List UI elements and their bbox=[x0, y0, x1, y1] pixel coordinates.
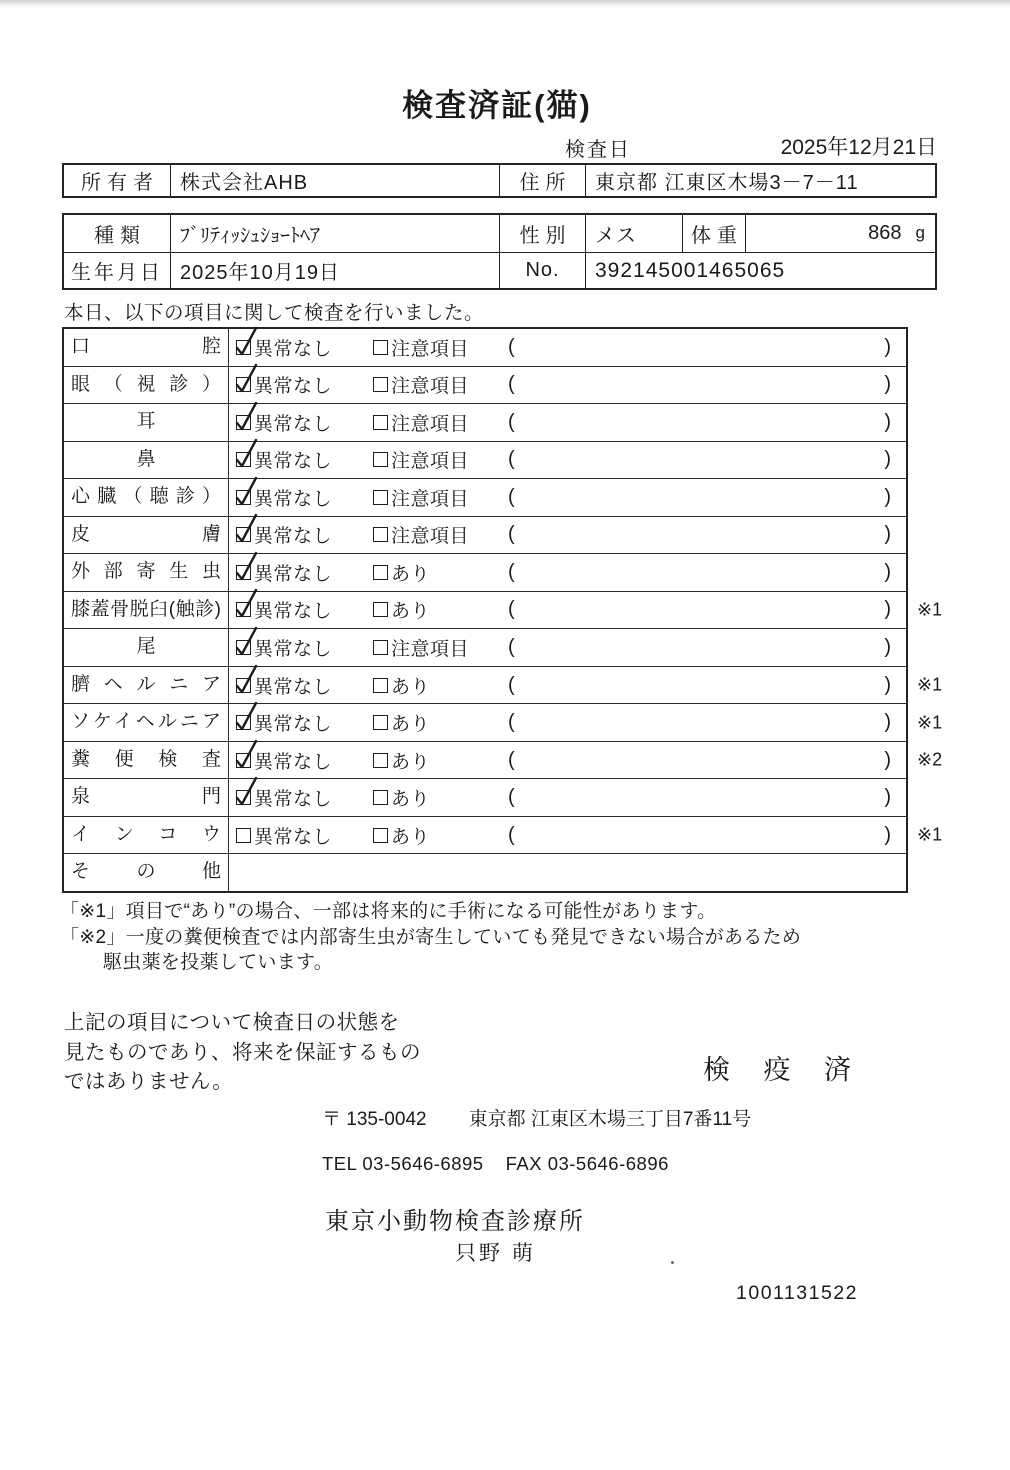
option-no-abnormality bbox=[236, 371, 373, 398]
clinic-fax: FAX 03-5646-6896 bbox=[505, 1153, 669, 1174]
option-no-abnormality bbox=[236, 784, 373, 811]
checkbox-unchecked-icon bbox=[236, 790, 251, 805]
checklist-item-label: 皮膚 bbox=[64, 517, 229, 554]
option-no-abnormality-label: 異常なし bbox=[254, 563, 333, 585]
checkbox-no-abnormality bbox=[236, 790, 251, 805]
option-attention-label: 注意項目 bbox=[391, 488, 470, 510]
remarks-paren-close: ) bbox=[884, 598, 891, 621]
remarks-paren-open: ( bbox=[508, 748, 515, 771]
remarks-paren-open: ( bbox=[508, 410, 515, 433]
option-no-abnormality-label: 異常なし bbox=[254, 526, 333, 548]
birth-label: 生年月日 bbox=[71, 262, 163, 285]
option-no-abnormality-label: 異常なし bbox=[254, 413, 333, 435]
option-attention bbox=[373, 747, 508, 774]
checkbox-no-abnormality bbox=[236, 490, 251, 505]
footnote-2: 「※2」一度の糞便検査では内部寄生虫が寄生していても発見できない場合があるため bbox=[60, 926, 802, 948]
checklist-row bbox=[64, 703, 943, 741]
remarks-paren-close: ) bbox=[884, 786, 891, 809]
checkbox-unchecked-icon bbox=[373, 640, 388, 655]
weight-cell bbox=[745, 215, 935, 252]
serial-number: 1001131522 bbox=[736, 1282, 859, 1304]
option-no-abnormality-label: 異常なし bbox=[254, 714, 333, 736]
checkbox-unchecked-icon bbox=[373, 715, 388, 730]
remarks-paren-open: ( bbox=[508, 786, 515, 809]
option-no-abnormality bbox=[236, 484, 373, 511]
owner-table bbox=[62, 163, 937, 198]
option-attention-label: あり bbox=[391, 751, 431, 773]
checkbox-attention bbox=[373, 828, 388, 843]
checklist-row bbox=[64, 553, 906, 591]
option-attention bbox=[373, 596, 508, 623]
intro-text: 本日、以下の項目に関して検査を行いました。 bbox=[64, 302, 485, 324]
remarks-paren-open: ( bbox=[508, 335, 515, 358]
checklist-item-label: 臍ヘルニア bbox=[64, 667, 229, 704]
option-attention-label: あり bbox=[391, 826, 431, 848]
checklist-options bbox=[229, 817, 906, 854]
checkbox-unchecked-icon bbox=[236, 527, 251, 542]
birth-value: 2025年10月19日 bbox=[170, 253, 499, 290]
option-attention bbox=[373, 446, 508, 473]
remarks-paren-close: ) bbox=[884, 373, 891, 396]
checkbox-no-abnormality bbox=[236, 828, 251, 843]
checkbox-no-abnormality bbox=[236, 753, 251, 768]
option-attention-label: 注意項目 bbox=[391, 413, 470, 435]
footnote-marker: ※1 bbox=[917, 599, 943, 620]
option-no-abnormality bbox=[236, 822, 373, 849]
checkbox-unchecked-icon bbox=[373, 753, 388, 768]
remarks-paren-open: ( bbox=[508, 448, 515, 471]
option-attention bbox=[373, 634, 508, 661]
footnote-marker: ※1 bbox=[917, 674, 943, 695]
checkbox-attention bbox=[373, 565, 388, 580]
checkbox-attention bbox=[373, 790, 388, 805]
checkbox-attention bbox=[373, 415, 388, 430]
option-attention-label: 注意項目 bbox=[391, 526, 470, 548]
checkbox-attention bbox=[373, 452, 388, 467]
owner-row bbox=[64, 165, 935, 196]
disclaimer-line-2: 見たものであり、将来を保証するもの bbox=[64, 1040, 421, 1064]
remarks-paren-close: ) bbox=[884, 636, 891, 659]
option-attention bbox=[373, 822, 508, 849]
checkbox-no-abnormality bbox=[236, 527, 251, 542]
option-no-abnormality-label: 異常なし bbox=[254, 601, 333, 623]
remarks-paren-close: ) bbox=[884, 560, 891, 583]
option-no-abnormality-label: 異常なし bbox=[254, 826, 333, 848]
disclaimer-line-1: 上記の項目について検査日の状態を bbox=[64, 1011, 400, 1034]
option-attention bbox=[373, 371, 508, 398]
checkbox-attention bbox=[373, 715, 388, 730]
option-no-abnormality bbox=[236, 596, 373, 623]
clinic-contact-line bbox=[322, 1153, 669, 1175]
checkbox-unchecked-icon bbox=[373, 678, 388, 693]
checklist-item-label: 心臓（聴診） bbox=[64, 479, 229, 516]
option-no-abnormality bbox=[236, 559, 373, 586]
checklist-options bbox=[229, 742, 906, 779]
checkbox-unchecked-icon bbox=[236, 340, 251, 355]
checkbox-no-abnormality bbox=[236, 640, 251, 655]
scan-speck-artifact bbox=[671, 1261, 674, 1264]
checklist-options bbox=[229, 479, 906, 516]
checklist-item-label: 耳 bbox=[64, 404, 229, 441]
species-value: ﾌﾞﾘﾃｨｯｼｭｼｮｰﾄﾍｱ bbox=[170, 215, 499, 252]
remarks-paren-close: ) bbox=[884, 448, 891, 471]
option-no-abnormality bbox=[236, 672, 373, 699]
sex-value: メス bbox=[585, 215, 682, 252]
option-attention-label: 注意項目 bbox=[391, 451, 470, 473]
weight-label: 体重 bbox=[682, 215, 745, 252]
option-attention bbox=[373, 672, 508, 699]
checkbox-unchecked-icon bbox=[373, 340, 388, 355]
checklist-options bbox=[229, 704, 906, 741]
checkbox-no-abnormality bbox=[236, 377, 251, 392]
checklist-row bbox=[64, 366, 906, 404]
disclaimer-line-3: ではありません。 bbox=[64, 1070, 234, 1093]
species-label: 種類 bbox=[94, 224, 146, 247]
footnote-marker: ※1 bbox=[917, 712, 943, 733]
checkbox-unchecked-icon bbox=[373, 527, 388, 542]
checklist-item-label: 泉門 bbox=[64, 779, 229, 816]
checklist-item-label: インコウ bbox=[64, 817, 229, 854]
checklist-row bbox=[64, 741, 943, 779]
remarks-paren-close: ) bbox=[884, 748, 891, 771]
checklist-table bbox=[62, 327, 943, 893]
checkbox-unchecked-icon bbox=[236, 490, 251, 505]
option-attention bbox=[373, 409, 508, 436]
option-attention-label: あり bbox=[391, 676, 431, 698]
checklist-row bbox=[64, 778, 906, 816]
option-no-abnormality-label: 異常なし bbox=[254, 639, 333, 661]
no-value: 392145001465065 bbox=[585, 253, 935, 290]
scan-edge-artifact bbox=[0, 0, 1010, 9]
checklist-options bbox=[229, 629, 906, 666]
option-no-abnormality bbox=[236, 446, 373, 473]
pet-info-table bbox=[62, 213, 937, 290]
checkbox-attention bbox=[373, 377, 388, 392]
option-no-abnormality-label: 異常なし bbox=[254, 789, 333, 811]
checklist-row bbox=[64, 591, 943, 629]
checklist-options bbox=[229, 329, 906, 366]
checkbox-unchecked-icon bbox=[373, 377, 388, 392]
option-no-abnormality bbox=[236, 521, 373, 548]
checkbox-unchecked-icon bbox=[236, 565, 251, 580]
inspection-date-label: 検査日 bbox=[565, 139, 631, 161]
checklist-row bbox=[64, 516, 906, 554]
clinic-address-line bbox=[322, 1104, 751, 1131]
page-title: 検査済証(猫) bbox=[402, 88, 592, 123]
checklist-options bbox=[229, 404, 906, 441]
option-no-abnormality-label: 異常なし bbox=[254, 376, 333, 398]
checkbox-unchecked-icon bbox=[236, 377, 251, 392]
checkbox-no-abnormality bbox=[236, 602, 251, 617]
checklist-item-label: 口腔 bbox=[64, 329, 229, 366]
owner-value: 株式会社AHB bbox=[170, 165, 499, 196]
checkbox-no-abnormality bbox=[236, 678, 251, 693]
checkbox-unchecked-icon bbox=[236, 828, 251, 843]
checkbox-attention bbox=[373, 602, 388, 617]
checkbox-unchecked-icon bbox=[373, 415, 388, 430]
checklist-options bbox=[229, 667, 906, 704]
checkbox-no-abnormality bbox=[236, 452, 251, 467]
remarks-paren-open: ( bbox=[508, 598, 515, 621]
inspection-date-value: 2025年12月21日 bbox=[780, 136, 937, 159]
checklist-item-label: ソケイヘルニア bbox=[64, 704, 229, 741]
weight-unit: g bbox=[915, 223, 925, 243]
owner-label: 所有者 bbox=[81, 172, 159, 194]
checkbox-no-abnormality bbox=[236, 565, 251, 580]
option-attention bbox=[373, 521, 508, 548]
option-no-abnormality-label: 異常なし bbox=[254, 451, 333, 473]
checklist-item-label: 鼻 bbox=[64, 442, 229, 479]
option-no-abnormality-label: 異常なし bbox=[254, 338, 333, 360]
option-attention bbox=[373, 784, 508, 811]
checklist-row bbox=[64, 403, 906, 441]
option-no-abnormality bbox=[236, 709, 373, 736]
option-attention-label: 注意項目 bbox=[391, 376, 470, 398]
option-attention-label: あり bbox=[391, 601, 431, 623]
checkbox-unchecked-icon bbox=[373, 828, 388, 843]
remarks-paren-close: ) bbox=[884, 485, 891, 508]
disclaimer-text bbox=[64, 1008, 421, 1097]
checkbox-no-abnormality bbox=[236, 415, 251, 430]
sex-label: 性別 bbox=[499, 215, 585, 252]
checkbox-unchecked-icon bbox=[236, 678, 251, 693]
species-row bbox=[64, 215, 935, 252]
checklist-item-label: 糞便検査 bbox=[64, 742, 229, 779]
remarks-paren-open: ( bbox=[508, 673, 515, 696]
footnote-3: 駆虫薬を投薬しています。 bbox=[103, 952, 334, 973]
no-label: No. bbox=[499, 253, 585, 290]
remarks-paren-open: ( bbox=[508, 485, 515, 508]
remarks-paren-close: ) bbox=[884, 523, 891, 546]
quarantine-stamp: 検 疫 済 bbox=[703, 1055, 865, 1085]
option-attention bbox=[373, 484, 508, 511]
checklist-options bbox=[229, 554, 906, 591]
option-no-abnormality-label: 異常なし bbox=[254, 751, 333, 773]
checklist-item-label: その他 bbox=[64, 854, 229, 891]
option-attention-label: あり bbox=[391, 714, 431, 736]
checklist-item-label: 外部寄生虫 bbox=[64, 554, 229, 591]
remarks-paren-close: ) bbox=[884, 823, 891, 846]
option-no-abnormality-label: 異常なし bbox=[254, 676, 333, 698]
weight-value: 868 bbox=[868, 221, 902, 244]
clinic-address: 東京都 江東区木場三丁目7番11号 bbox=[468, 1109, 752, 1130]
checklist-row bbox=[64, 478, 906, 516]
checkbox-unchecked-icon bbox=[236, 415, 251, 430]
checklist-row bbox=[64, 816, 943, 854]
option-no-abnormality bbox=[236, 334, 373, 361]
checkbox-unchecked-icon bbox=[236, 753, 251, 768]
option-attention bbox=[373, 334, 508, 361]
option-attention-label: あり bbox=[391, 563, 431, 585]
veterinarian-name: 只野 萌 bbox=[455, 1242, 536, 1265]
option-no-abnormality-label: 異常なし bbox=[254, 488, 333, 510]
checkbox-no-abnormality bbox=[236, 340, 251, 355]
owner-address-value: 東京都 江東区木場3－7－11 bbox=[585, 165, 935, 196]
checkbox-attention bbox=[373, 678, 388, 693]
clinic-tel: TEL 03-5646-6895 bbox=[322, 1153, 484, 1174]
checklist-options bbox=[229, 854, 906, 891]
option-no-abnormality bbox=[236, 747, 373, 774]
option-attention-label: 注意項目 bbox=[391, 639, 470, 661]
checklist-row bbox=[64, 628, 906, 666]
checklist-options bbox=[229, 442, 906, 479]
checkbox-unchecked-icon bbox=[373, 565, 388, 580]
option-attention-label: あり bbox=[391, 789, 431, 811]
checkbox-unchecked-icon bbox=[373, 790, 388, 805]
checkbox-unchecked-icon bbox=[373, 490, 388, 505]
checkbox-unchecked-icon bbox=[236, 452, 251, 467]
checkbox-attention bbox=[373, 340, 388, 355]
option-attention bbox=[373, 709, 508, 736]
footnote-1: 「※1」項目で“あり”の場合、一部は将来的に手術になる可能性があります。 bbox=[60, 901, 717, 922]
remarks-paren-open: ( bbox=[508, 560, 515, 583]
owner-address-label: 住所 bbox=[499, 165, 585, 196]
checkbox-unchecked-icon bbox=[236, 602, 251, 617]
clinic-postal-code: 〒 135-0042 bbox=[322, 1109, 427, 1130]
remarks-paren-open: ( bbox=[508, 523, 515, 546]
checklist-item-label: 眼（視診） bbox=[64, 367, 229, 404]
checkbox-attention bbox=[373, 753, 388, 768]
remarks-paren-open: ( bbox=[508, 373, 515, 396]
remarks-paren-open: ( bbox=[508, 636, 515, 659]
remarks-paren-open: ( bbox=[508, 823, 515, 846]
checklist-row bbox=[64, 441, 906, 479]
remarks-paren-close: ) bbox=[884, 335, 891, 358]
checkbox-attention bbox=[373, 640, 388, 655]
option-no-abnormality bbox=[236, 634, 373, 661]
footnote-marker: ※2 bbox=[917, 749, 943, 770]
checkbox-unchecked-icon bbox=[236, 640, 251, 655]
checklist-options bbox=[229, 367, 906, 404]
footnotes bbox=[60, 899, 801, 976]
option-attention-label: 注意項目 bbox=[391, 338, 470, 360]
remarks-paren-close: ) bbox=[884, 711, 891, 734]
remarks-paren-close: ) bbox=[884, 410, 891, 433]
option-attention bbox=[373, 559, 508, 586]
checklist-row bbox=[64, 853, 906, 891]
checklist-item-label: 尾 bbox=[64, 629, 229, 666]
checkbox-unchecked-icon bbox=[373, 452, 388, 467]
checkbox-no-abnormality bbox=[236, 715, 251, 730]
checkbox-unchecked-icon bbox=[373, 602, 388, 617]
checklist-row bbox=[64, 666, 943, 704]
remarks-paren-open: ( bbox=[508, 711, 515, 734]
option-no-abnormality bbox=[236, 409, 373, 436]
checklist-options bbox=[229, 779, 906, 816]
checkbox-unchecked-icon bbox=[236, 715, 251, 730]
checklist-options bbox=[229, 517, 906, 554]
checklist-options bbox=[229, 592, 906, 629]
clinic-name: 東京小動物検査診療所 bbox=[325, 1208, 585, 1235]
checkbox-attention bbox=[373, 527, 388, 542]
footnote-marker: ※1 bbox=[917, 824, 943, 845]
remarks-paren-close: ) bbox=[884, 673, 891, 696]
birth-row bbox=[64, 252, 935, 290]
checklist-row bbox=[64, 329, 906, 366]
checklist-item-label: 膝蓋骨脱臼(触診) bbox=[64, 592, 229, 629]
checkbox-attention bbox=[373, 490, 388, 505]
